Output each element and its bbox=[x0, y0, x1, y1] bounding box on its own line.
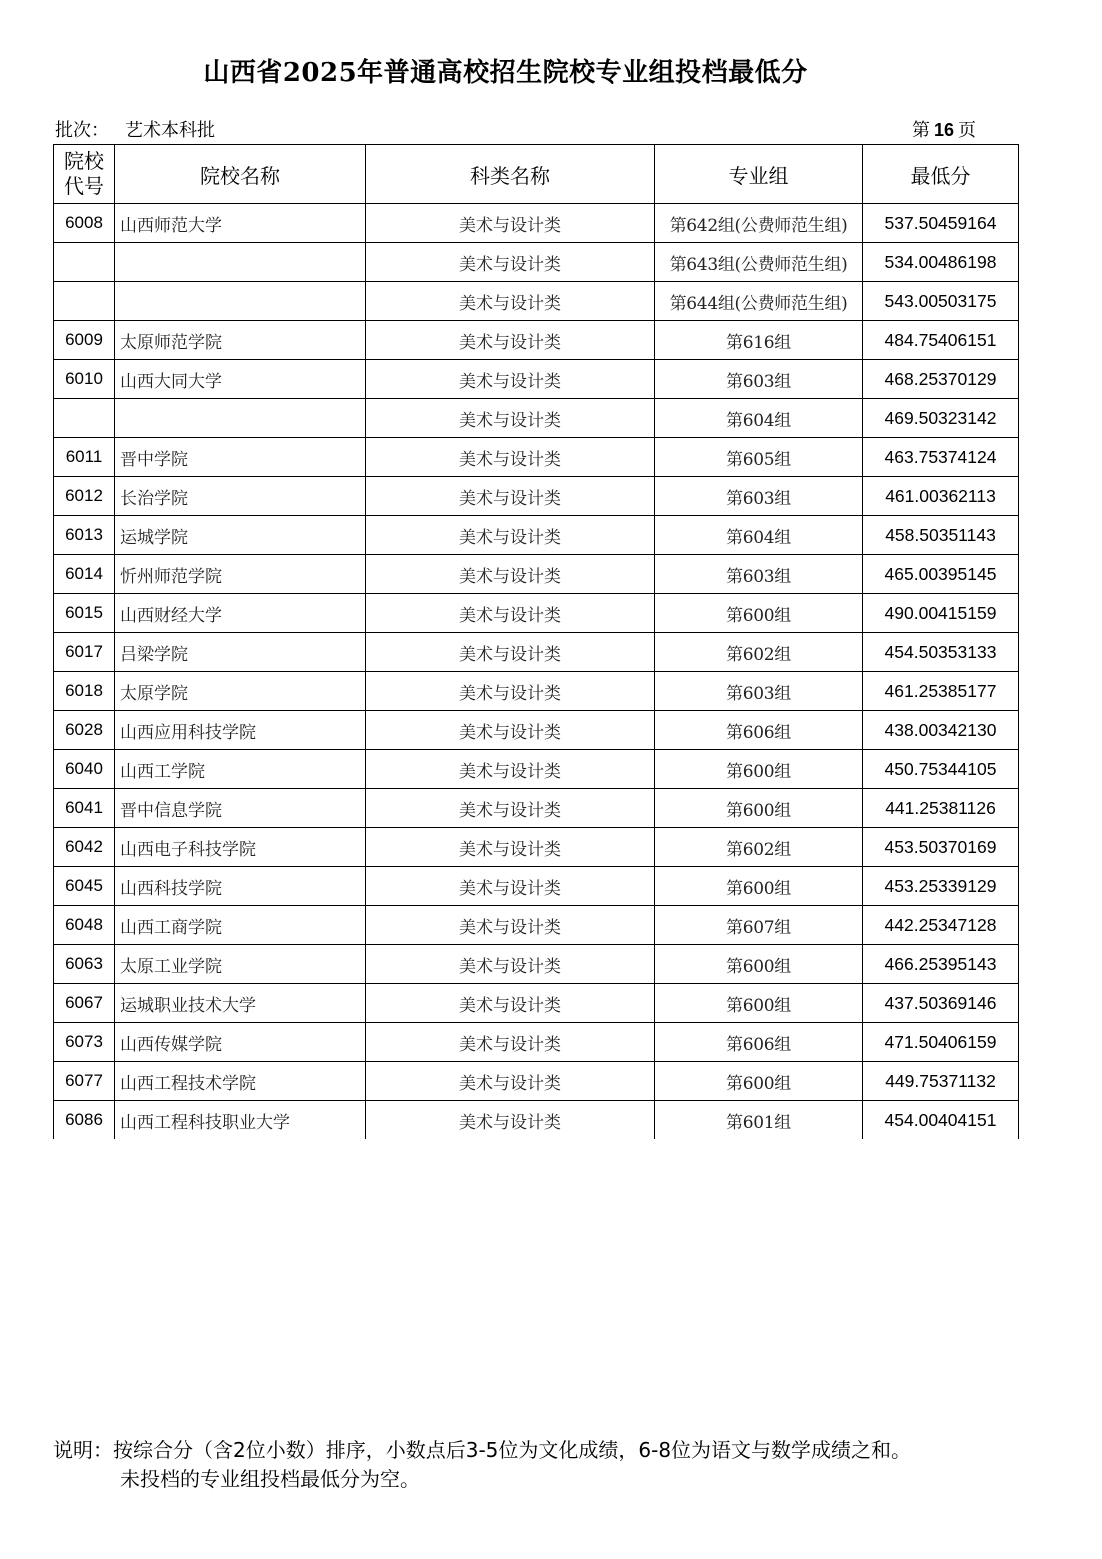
cell-min-score: 454.00404151 bbox=[863, 1101, 1019, 1140]
table-row bbox=[54, 516, 1019, 555]
cell-category: 美术与设计类 bbox=[366, 360, 655, 399]
cell-min-score: 537.50459164 bbox=[863, 204, 1019, 243]
cell-category: 美术与设计类 bbox=[366, 399, 655, 438]
cell-min-score: 469.50323142 bbox=[863, 399, 1019, 438]
cell-group: 第616组 bbox=[655, 321, 863, 360]
table-body bbox=[54, 204, 1019, 1140]
cell-category: 美术与设计类 bbox=[366, 477, 655, 516]
cell-group: 第602组 bbox=[655, 828, 863, 867]
cell-min-score: 534.00486198 bbox=[863, 243, 1019, 282]
cell-min-score: 543.00503175 bbox=[863, 282, 1019, 321]
cell-school-name: 吕梁学院 bbox=[115, 633, 366, 672]
table-row bbox=[54, 633, 1019, 672]
cell-school-code: 6041 bbox=[54, 789, 115, 828]
cell-group: 第607组 bbox=[655, 906, 863, 945]
cell-school-code bbox=[54, 282, 115, 321]
cell-min-score: 490.00415159 bbox=[863, 594, 1019, 633]
table-row bbox=[54, 906, 1019, 945]
cell-category: 美术与设计类 bbox=[366, 828, 655, 867]
cell-min-score: 441.25381126 bbox=[863, 789, 1019, 828]
cell-group: 第605组 bbox=[655, 438, 863, 477]
cell-group: 第603组 bbox=[655, 555, 863, 594]
cell-school-code: 6067 bbox=[54, 984, 115, 1023]
cell-category: 美术与设计类 bbox=[366, 516, 655, 555]
cell-school-name: 山西工学院 bbox=[115, 750, 366, 789]
cell-group: 第601组 bbox=[655, 1101, 863, 1140]
cell-category: 美术与设计类 bbox=[366, 711, 655, 750]
table-header-row bbox=[54, 145, 1019, 204]
cell-category: 美术与设计类 bbox=[366, 1062, 655, 1101]
header-code-line2: 代号 bbox=[64, 174, 104, 198]
header-category: 科类名称 bbox=[366, 145, 655, 204]
footnote-line2: 未投档的专业组投档最低分为空。 bbox=[120, 1467, 420, 1491]
cell-school-name: 山西电子科技学院 bbox=[115, 828, 366, 867]
cell-school-code: 6040 bbox=[54, 750, 115, 789]
cell-school-name: 晋中信息学院 bbox=[115, 789, 366, 828]
table-row bbox=[54, 438, 1019, 477]
page-title: 山西省2025年普通高校招生院校专业组投档最低分 bbox=[203, 58, 808, 88]
cell-school-code: 6012 bbox=[54, 477, 115, 516]
cell-min-score: 437.50369146 bbox=[863, 984, 1019, 1023]
table-row bbox=[54, 321, 1019, 360]
cell-group: 第600组 bbox=[655, 1062, 863, 1101]
cell-group: 第600组 bbox=[655, 789, 863, 828]
cell-school-code: 6014 bbox=[54, 555, 115, 594]
cell-min-score: 453.50370169 bbox=[863, 828, 1019, 867]
cell-school-name: 山西工程科技职业大学 bbox=[115, 1101, 366, 1140]
table-row bbox=[54, 750, 1019, 789]
cell-category: 美术与设计类 bbox=[366, 204, 655, 243]
cell-school-name: 忻州师范学院 bbox=[115, 555, 366, 594]
cell-group: 第600组 bbox=[655, 750, 863, 789]
cell-school-code bbox=[54, 243, 115, 282]
cell-group: 第600组 bbox=[655, 984, 863, 1023]
cell-school-name bbox=[115, 243, 366, 282]
cell-school-name: 运城职业技术大学 bbox=[115, 984, 366, 1023]
cell-group: 第602组 bbox=[655, 633, 863, 672]
cell-school-name: 山西应用科技学院 bbox=[115, 711, 366, 750]
table-row bbox=[54, 243, 1019, 282]
cell-min-score: 458.50351143 bbox=[863, 516, 1019, 555]
page-number bbox=[912, 116, 976, 142]
cell-category: 美术与设计类 bbox=[366, 1023, 655, 1062]
score-table bbox=[53, 144, 1019, 1139]
cell-category: 美术与设计类 bbox=[366, 750, 655, 789]
cell-school-name: 山西传媒学院 bbox=[115, 1023, 366, 1062]
page-number-suffix: 页 bbox=[958, 120, 977, 141]
page-number-prefix: 第 bbox=[912, 120, 930, 141]
table-row bbox=[54, 477, 1019, 516]
page-number-value: 16 bbox=[934, 120, 955, 140]
cell-category: 美术与设计类 bbox=[366, 282, 655, 321]
table-row bbox=[54, 399, 1019, 438]
cell-school-code: 6086 bbox=[54, 1101, 115, 1140]
cell-category: 美术与设计类 bbox=[366, 1101, 655, 1140]
cell-min-score: 468.25370129 bbox=[863, 360, 1019, 399]
cell-group: 第604组 bbox=[655, 399, 863, 438]
cell-group: 第606组 bbox=[655, 711, 863, 750]
cell-school-name bbox=[115, 282, 366, 321]
cell-school-code: 6009 bbox=[54, 321, 115, 360]
cell-group: 第604组 bbox=[655, 516, 863, 555]
table-row bbox=[54, 282, 1019, 321]
footnote-line1: 说明：按综合分（含2位小数）排序，小数点后3-5位为文化成绩，6-8位为语文与数学成绩之和。 bbox=[53, 1438, 912, 1462]
cell-category: 美术与设计类 bbox=[366, 633, 655, 672]
table-row bbox=[54, 672, 1019, 711]
cell-group: 第642组(公费师范生组) bbox=[655, 204, 863, 243]
cell-school-code: 6013 bbox=[54, 516, 115, 555]
cell-school-code: 6011 bbox=[54, 438, 115, 477]
table-row bbox=[54, 1101, 1019, 1140]
table-row bbox=[54, 1062, 1019, 1101]
cell-school-name: 太原学院 bbox=[115, 672, 366, 711]
cell-school-name: 山西大同大学 bbox=[115, 360, 366, 399]
table-row bbox=[54, 204, 1019, 243]
cell-min-score: 454.50353133 bbox=[863, 633, 1019, 672]
cell-min-score: 463.75374124 bbox=[863, 438, 1019, 477]
cell-school-name: 山西师范大学 bbox=[115, 204, 366, 243]
batch-label: 批次： bbox=[55, 120, 109, 141]
cell-category: 美术与设计类 bbox=[366, 789, 655, 828]
cell-group: 第600组 bbox=[655, 867, 863, 906]
batch-value: 艺术本科批 bbox=[125, 120, 215, 141]
cell-min-score: 438.00342130 bbox=[863, 711, 1019, 750]
cell-school-code bbox=[54, 399, 115, 438]
cell-school-code: 6015 bbox=[54, 594, 115, 633]
table-row bbox=[54, 867, 1019, 906]
cell-group: 第603组 bbox=[655, 360, 863, 399]
cell-category: 美术与设计类 bbox=[366, 984, 655, 1023]
cell-school-code: 6077 bbox=[54, 1062, 115, 1101]
table-row bbox=[54, 555, 1019, 594]
cell-school-code: 6028 bbox=[54, 711, 115, 750]
cell-min-score: 465.00395145 bbox=[863, 555, 1019, 594]
table-row bbox=[54, 828, 1019, 867]
cell-group: 第644组(公费师范生组) bbox=[655, 282, 863, 321]
cell-group: 第603组 bbox=[655, 477, 863, 516]
cell-school-code: 6018 bbox=[54, 672, 115, 711]
cell-category: 美术与设计类 bbox=[366, 906, 655, 945]
cell-group: 第606组 bbox=[655, 1023, 863, 1062]
table-row bbox=[54, 789, 1019, 828]
header-school-name: 院校名称 bbox=[115, 145, 366, 204]
cell-min-score: 471.50406159 bbox=[863, 1023, 1019, 1062]
cell-school-name: 山西财经大学 bbox=[115, 594, 366, 633]
cell-min-score: 461.00362113 bbox=[863, 477, 1019, 516]
cell-school-name: 晋中学院 bbox=[115, 438, 366, 477]
cell-school-name: 山西工程技术学院 bbox=[115, 1062, 366, 1101]
cell-school-code: 6042 bbox=[54, 828, 115, 867]
cell-school-code: 6048 bbox=[54, 906, 115, 945]
table-row bbox=[54, 360, 1019, 399]
cell-min-score: 449.75371132 bbox=[863, 1062, 1019, 1101]
cell-group: 第600组 bbox=[655, 945, 863, 984]
cell-category: 美术与设计类 bbox=[366, 867, 655, 906]
batch-info bbox=[55, 116, 215, 142]
cell-school-name: 太原工业学院 bbox=[115, 945, 366, 984]
cell-school-code: 6017 bbox=[54, 633, 115, 672]
cell-min-score: 442.25347128 bbox=[863, 906, 1019, 945]
header-school-code bbox=[54, 145, 115, 204]
cell-school-code: 6073 bbox=[54, 1023, 115, 1062]
table-row bbox=[54, 1023, 1019, 1062]
cell-school-code: 6008 bbox=[54, 204, 115, 243]
footnote bbox=[53, 1436, 911, 1494]
table-row bbox=[54, 711, 1019, 750]
cell-category: 美术与设计类 bbox=[366, 438, 655, 477]
cell-group: 第643组(公费师范生组) bbox=[655, 243, 863, 282]
cell-school-code: 6010 bbox=[54, 360, 115, 399]
cell-school-name: 山西科技学院 bbox=[115, 867, 366, 906]
header-min-score: 最低分 bbox=[863, 145, 1019, 204]
cell-group: 第600组 bbox=[655, 594, 863, 633]
cell-school-name bbox=[115, 399, 366, 438]
cell-school-name: 长治学院 bbox=[115, 477, 366, 516]
cell-category: 美术与设计类 bbox=[366, 672, 655, 711]
cell-category: 美术与设计类 bbox=[366, 321, 655, 360]
table-row bbox=[54, 945, 1019, 984]
cell-category: 美术与设计类 bbox=[366, 243, 655, 282]
cell-category: 美术与设计类 bbox=[366, 555, 655, 594]
table-row bbox=[54, 594, 1019, 633]
cell-min-score: 453.25339129 bbox=[863, 867, 1019, 906]
cell-category: 美术与设计类 bbox=[366, 945, 655, 984]
cell-school-code: 6063 bbox=[54, 945, 115, 984]
header-group: 专业组 bbox=[655, 145, 863, 204]
cell-school-name: 太原师范学院 bbox=[115, 321, 366, 360]
cell-min-score: 484.75406151 bbox=[863, 321, 1019, 360]
cell-school-code: 6045 bbox=[54, 867, 115, 906]
table-row bbox=[54, 984, 1019, 1023]
cell-category: 美术与设计类 bbox=[366, 594, 655, 633]
cell-school-name: 运城学院 bbox=[115, 516, 366, 555]
cell-school-name: 山西工商学院 bbox=[115, 906, 366, 945]
cell-min-score: 466.25395143 bbox=[863, 945, 1019, 984]
cell-group: 第603组 bbox=[655, 672, 863, 711]
cell-min-score: 450.75344105 bbox=[863, 750, 1019, 789]
header-code-line1: 院校 bbox=[64, 149, 104, 173]
cell-min-score: 461.25385177 bbox=[863, 672, 1019, 711]
